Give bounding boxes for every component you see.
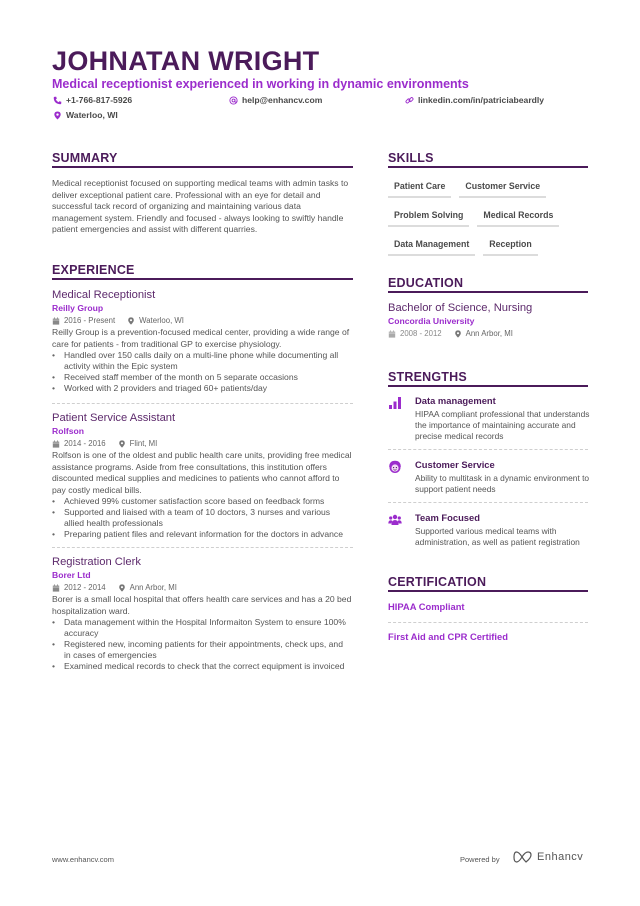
enhancv-logo[interactable] xyxy=(513,851,583,863)
bar-chart-icon xyxy=(388,396,402,410)
skill-tag: Patient Care xyxy=(388,178,451,198)
certification-divider xyxy=(388,590,588,592)
education-entry xyxy=(388,302,598,340)
job-meta xyxy=(52,439,352,448)
map-pin-icon xyxy=(118,440,126,448)
linkedin-text: linkedin.com/in/patriciabeardly xyxy=(418,95,545,105)
job-entry xyxy=(52,412,352,540)
job-location: Waterloo, WI xyxy=(139,316,184,325)
calendar-icon xyxy=(388,330,396,338)
skill-tag: Medical Records xyxy=(477,207,559,227)
job-bullets xyxy=(52,350,352,394)
education-degree: Bachelor of Science, Nursing xyxy=(388,302,533,314)
job-dates: 2014 - 2016 xyxy=(64,439,106,448)
experience-divider xyxy=(52,278,353,280)
certification-separator xyxy=(388,622,588,623)
job-bullet: • Supported and liaised with a team of 10 doctors, 3 nurses and various allied health professionals xyxy=(52,507,352,529)
strength-description: HIPAA compliant professional that understands the importance of maintaining accurate and precise medical records xyxy=(415,409,590,441)
job-bullet: • Registered new, incoming patients for their appointments, check ups, and in cases of emergencies xyxy=(52,639,352,661)
contact-email[interactable] xyxy=(229,95,322,105)
job-description: Reilly Group is a prevention-focused medical center, providing a wide range of care for patients - from traditional GP to exercise physiology. xyxy=(52,327,350,349)
strength-title: Customer Service xyxy=(415,459,495,470)
skill-tag: Reception xyxy=(483,236,538,256)
candidate-name: JOHNATAN WRIGHT xyxy=(52,46,320,76)
job-entry xyxy=(52,556,352,672)
education-location: Ann Arbor, MI xyxy=(465,329,513,338)
strength-separator xyxy=(388,502,588,503)
job-location: Flint, MI xyxy=(129,439,158,448)
education-divider xyxy=(388,291,588,293)
calendar-icon xyxy=(52,440,60,448)
phone-text: +1-766-817-5926 xyxy=(66,95,133,105)
strength-description: Supported various medical teams with administration, as well as patient registration xyxy=(415,526,580,547)
certification-item: HIPAA Compliant xyxy=(388,601,465,612)
certification-heading: CERTIFICATION xyxy=(388,575,487,589)
contact-linkedin[interactable] xyxy=(405,95,544,105)
contact-location xyxy=(53,110,118,120)
experience-heading: EXPERIENCE xyxy=(52,263,135,277)
map-pin-icon xyxy=(118,584,126,592)
strength-item xyxy=(388,512,598,548)
map-pin-icon xyxy=(53,111,62,120)
job-meta xyxy=(52,316,352,325)
calendar-icon xyxy=(52,584,60,592)
map-pin-icon xyxy=(127,317,135,325)
job-company: Reilly Group xyxy=(52,303,104,313)
strength-item xyxy=(388,395,598,442)
at-icon xyxy=(229,96,238,105)
candidate-tagline: Medical receptionist experienced in working in dynamic environments xyxy=(52,77,469,91)
enhancv-logo-icon xyxy=(513,851,532,863)
job-description: Rolfson is one of the oldest and public health care units, providing free medical assistance programs. Aside from free consultations, this institution offers discounted medical supplies and medicines to patients who cannot afford to pay costly medical bills. xyxy=(52,450,352,495)
location-text: Waterloo, WI xyxy=(66,110,118,120)
headset-icon xyxy=(388,460,402,474)
job-meta xyxy=(52,583,352,592)
strength-title: Team Focused xyxy=(415,512,480,523)
skills-list xyxy=(388,178,598,265)
job-entry xyxy=(52,289,352,394)
certification-item: First Aid and CPR Certified xyxy=(388,631,508,642)
strength-description: Ability to multitask in a dynamic environment to support patient needs xyxy=(415,473,590,494)
phone-icon xyxy=(53,96,62,105)
summary-divider xyxy=(52,166,353,168)
footer-url[interactable]: www.enhancv.com xyxy=(52,855,114,864)
job-dates: 2016 - Present xyxy=(64,316,116,325)
job-bullets xyxy=(52,496,352,540)
job-bullet: • Received staff member of the month on 5 separate occasions xyxy=(52,372,352,383)
contact-phone[interactable] xyxy=(53,95,132,105)
enhancv-brand: Enhancv xyxy=(537,851,584,863)
job-separator xyxy=(52,547,353,548)
email-text: help@enhancv.com xyxy=(242,95,323,105)
job-bullet: • Achieved 99% customer satisfaction score based on feedback forms xyxy=(52,496,352,507)
job-location: Ann Arbor, MI xyxy=(129,583,177,592)
job-bullets xyxy=(52,617,352,672)
job-bullet: • Data management within the Hospital Informaiton System to ensure 100% accuracy xyxy=(52,617,352,639)
education-school: Concordia University xyxy=(388,316,475,326)
calendar-icon xyxy=(52,317,60,325)
job-title: Medical Receptionist xyxy=(52,289,156,301)
link-icon xyxy=(405,96,414,105)
education-meta xyxy=(388,329,598,338)
strength-title: Data management xyxy=(415,395,496,406)
job-company: Borer Ltd xyxy=(52,570,91,580)
job-title: Registration Clerk xyxy=(52,556,141,568)
users-icon xyxy=(388,513,402,527)
map-pin-icon xyxy=(454,330,462,338)
education-dates: 2008 - 2012 xyxy=(400,329,442,338)
job-company: Rolfson xyxy=(52,426,84,436)
skill-tag: Customer Service xyxy=(459,178,546,198)
job-title: Patient Service Assistant xyxy=(52,412,176,424)
education-heading: EDUCATION xyxy=(388,276,464,290)
job-bullet: • Worked with 2 providers and triaged 60+ patients/day xyxy=(52,383,352,394)
summary-heading: SUMMARY xyxy=(52,151,118,165)
skills-heading: SKILLS xyxy=(388,151,434,165)
job-description: Borer is a small local hospital that offers health care services and has a 20 bed hospitalization ward. xyxy=(52,594,352,616)
skills-divider xyxy=(388,166,588,168)
skill-tag: Data Management xyxy=(388,236,475,256)
job-bullet: • Examined medical records to check that the correct equipment is invoiced xyxy=(52,661,352,672)
strength-item xyxy=(388,459,598,495)
job-bullet: • Preparing patient files and relevant information for the doctors in advance xyxy=(52,529,352,540)
summary-text: Medical receptionist focused on supporting medical teams with admin tasks to deliver exceptional patient care. Professional with an eye for detail and successful tack record of organizing and maintaining various data management system. Friendly and focused - always looking to swiftly handle patient emergencies and assist with different quarries. xyxy=(52,178,349,235)
job-bullet: • Handled over 150 calls daily on a multi-line phone while documenting all activity within the Epic system xyxy=(52,350,352,372)
skill-tag: Problem Solving xyxy=(388,207,469,227)
job-dates: 2012 - 2014 xyxy=(64,583,106,592)
job-separator xyxy=(52,403,353,404)
footer-powered-by: Powered by xyxy=(460,855,500,864)
strengths-heading: STRENGTHS xyxy=(388,370,467,384)
strength-separator xyxy=(388,449,588,450)
strengths-divider xyxy=(388,385,588,387)
